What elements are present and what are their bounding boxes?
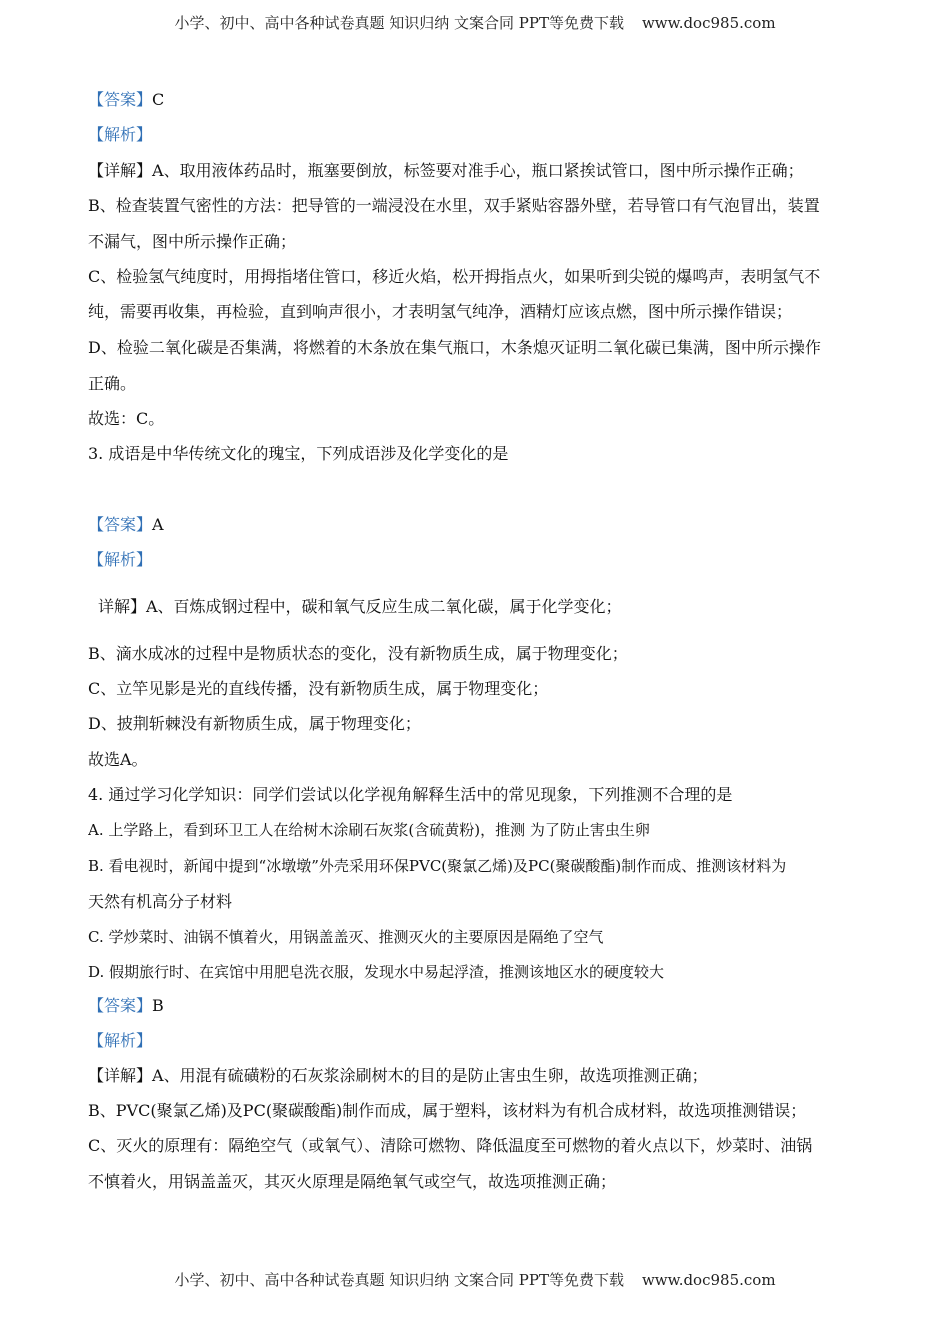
- q4-detail-line: C、灭火的原理有：隔绝空气（或氧气）、清除可燃物、降低温度至可燃物的着火点以下，炒菜时、油锅: [88, 1136, 813, 1155]
- q3-detail-line: D、披荆斩棘没有新物质生成，属于物理变化；: [88, 714, 421, 733]
- footer-text: 小学、初中、高中各种试卷真题 知识归纳 文案合同 PPT等免费下载: [174, 1271, 624, 1289]
- q2-analysis-tag: 【解析】: [88, 125, 153, 144]
- q4-option-a: A. 上学路上，看到环卫工人在给树木涂刷石灰浆(含硫黄粉)，推测 为了防止害虫生卵: [88, 821, 650, 839]
- q4-option-d: D. 假期旅行时、在宾馆中用肥皂洗衣服，发现水中易起浮渣，推测该地区水的硬度较大: [88, 963, 665, 981]
- q4-detail-line: 【详解】A、用混有硫磺粉的石灰浆涂刷树木的目的是防止害虫生卵，故选项推测正确；: [88, 1066, 708, 1085]
- q2-detail-line: 【详解】A、取用液体药品时，瓶塞要倒放，标签要对准手心，瓶口紧挨试管口，图中所示操作正确；: [88, 161, 804, 180]
- q3-answer: 【答案】A: [88, 515, 164, 534]
- q4-detail-line: B、PVC(聚氯乙烯)及PC(聚碳酸酯)制作而成，属于塑料，该材料为有机合成材料，故选项推测错误；: [88, 1101, 807, 1120]
- q2-detail-line: 正确。: [88, 374, 137, 393]
- q3-detail-line: B、滴水成冰的过程中是物质状态的变化，没有新物质生成，属于物理变化；: [88, 644, 628, 663]
- answer-tag: 【答案】: [88, 515, 153, 534]
- q4-option-c: C. 学炒菜时、油锅不慎着火，用锅盖盖灭、推测灭火的主要原因是隔绝了空气: [88, 928, 604, 946]
- q4-answer: 【答案】B: [88, 996, 164, 1015]
- q4-analysis-tag: 【解析】: [88, 1031, 153, 1050]
- q2-detail-line: 不漏气，图中所示操作正确；: [88, 232, 297, 251]
- q2-detail-line: D、检验二氧化碳是否集满，将燃着的木条放在集气瓶口，木条熄灭证明二氧化碳已集满，图中所示操作: [88, 338, 821, 357]
- header-text: 小学、初中、高中各种试卷真题 知识归纳 文案合同 PPT等免费下载: [174, 14, 624, 32]
- q4-detail-line: 不慎着火，用锅盖盖灭，其灭火原理是隔绝氧气或空气，故选项推测正确；: [88, 1172, 617, 1191]
- q3-detail-line: 详解】A、百炼成钢过程中，碳和氧气反应生成二氧化碳，属于化学变化；: [98, 597, 622, 616]
- q3-stem: 3. 成语是中华传统文化的瑰宝，下列成语涉及化学变化的是: [88, 444, 509, 463]
- q3-analysis-tag: 【解析】: [88, 550, 153, 569]
- q2-detail-line: B、检查装置气密性的方法：把导管的一端浸没在水里，双手紧贴容器外壁，若导管口有气泡冒出，装置: [88, 196, 820, 215]
- q4-option-b-cont: 天然有机高分子材料: [88, 892, 233, 911]
- q2-detail-line: C、检验氢气纯度时，用拇指堵住管口，移近火焰，松开拇指点火，如果听到尖锐的爆鸣声，表明氢气不: [88, 267, 821, 286]
- detail-tag: 【详解】: [88, 1066, 153, 1085]
- page-footer: [0, 1269, 950, 1290]
- q2-detail-line: 纯，需要再收集，再检验，直到响声很小，才表明氢气纯净，酒精灯应该点燃，图中所示操作错误；: [88, 302, 793, 321]
- answer-tag: 【答案】: [88, 996, 153, 1015]
- footer-site[interactable]: www.doc985.com: [641, 1271, 776, 1289]
- q2-conclusion: 故选：C。: [88, 409, 165, 428]
- q4-stem: 4. 通过学习化学知识：同学们尝试以化学视角解释生活中的常见现象，下列推测不合理的是: [88, 785, 733, 804]
- header-site[interactable]: www.doc985.com: [641, 14, 776, 32]
- answer-tag: 【答案】: [88, 90, 153, 109]
- page-header: [0, 12, 950, 33]
- q2-answer: 【答案】C: [88, 90, 165, 109]
- q3-detail-line: C、立竿见影是光的直线传播，没有新物质生成，属于物理变化；: [88, 679, 549, 698]
- q3-conclusion: 故选A。: [88, 750, 148, 769]
- q4-option-b: B. 看电视时，新闻中提到“冰墩墩”外壳采用环保PVC(聚氯乙烯)及PC(聚碳酸酯)制作而成、推测该材料为: [88, 857, 787, 875]
- detail-tag: 【详解】: [88, 161, 153, 180]
